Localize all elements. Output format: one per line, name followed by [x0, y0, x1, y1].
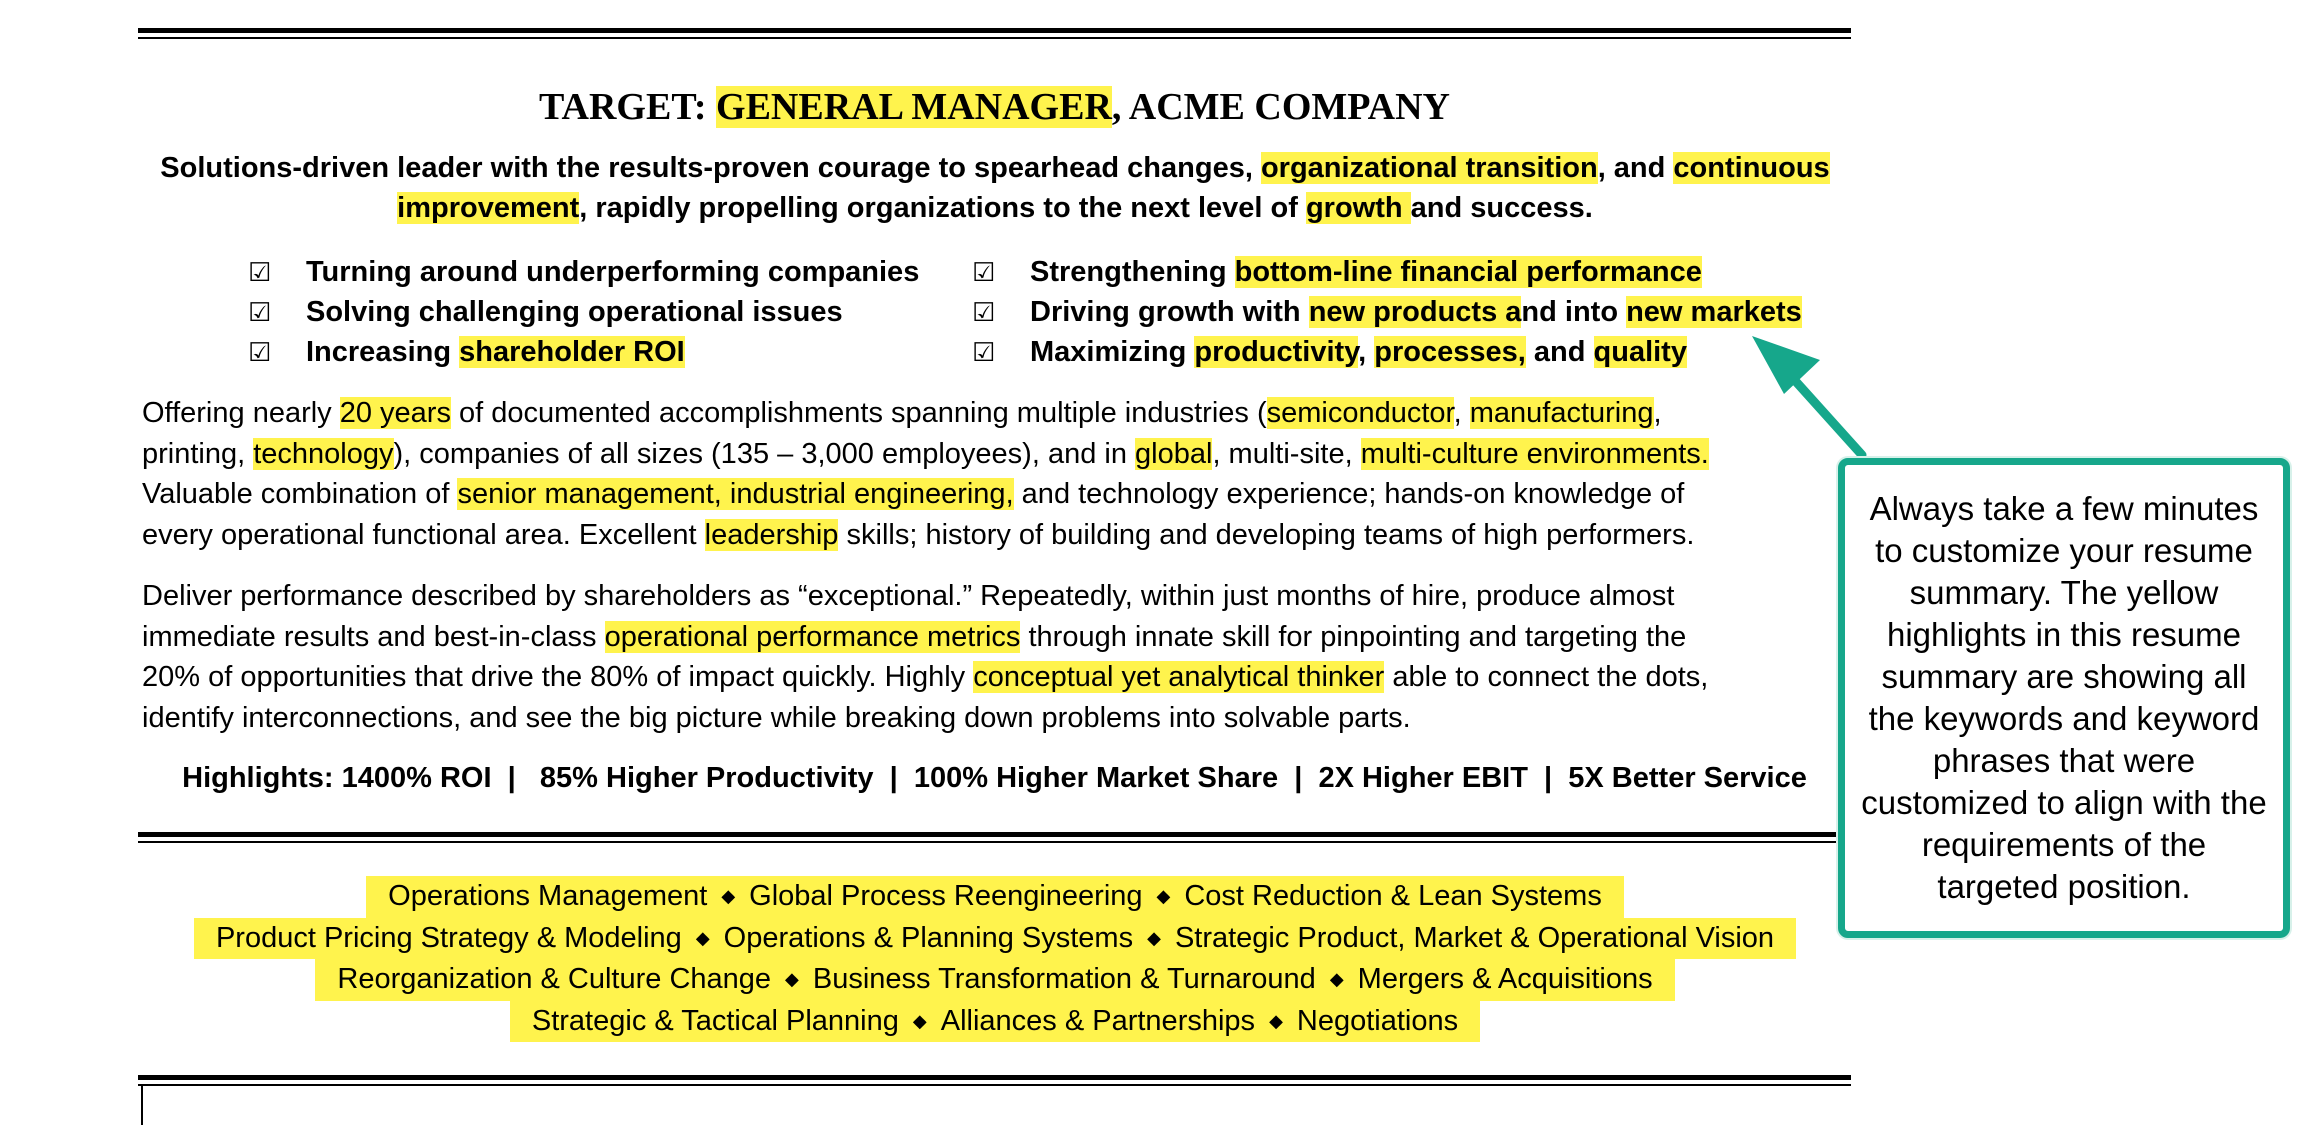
callout-text: Always take a few minutes to customize your resume summary. The yellow highlights in this resume summary are showing all the keywords and keyword phrases that were customized to align with the requirements of the targeted position.: [1861, 490, 2267, 905]
bullet-text: Increasing: [306, 336, 460, 368]
bullet-item: [248, 292, 919, 332]
paragraph-line: Deliver performance described by shareholders as “exceptional.” Repeatedly, within just months of hire, produce almost: [142, 580, 1675, 612]
top-double-rule: [138, 28, 1851, 33]
diamond-icon: ◆: [1269, 1010, 1283, 1032]
bullet-keyword: bottom-line financial performance: [1234, 256, 1702, 288]
bullet-item: ☑ Maximizing productivity, processes, and quality: [972, 332, 1802, 372]
bullet-text: Solving challenging operational issues: [306, 296, 843, 328]
diamond-icon: ◆: [1156, 886, 1171, 907]
tagline-text: Solutions-driven leader with the results-proven courage to spearhead changes,: [160, 152, 1261, 184]
bullet-keyword: new products a: [1308, 296, 1522, 328]
diamond-icon: ◆: [1329, 969, 1344, 990]
checkbox-icon: ☑: [248, 338, 272, 368]
resume-title: [138, 80, 1851, 134]
bullet-text: Strengthening: [1030, 256, 1235, 288]
diamond-icon: ◆: [1147, 927, 1161, 949]
competency-row: Product Pricing Strategy & Modeling ◆ Operations & Planning Systems ◆ Strategic Product, Market & Operational Vision: [125, 918, 1865, 960]
paragraph-line: every operational functional area. Excellent leadership skills; history of building and developing teams of high performers.: [142, 518, 1695, 551]
paragraph-line: Offering nearly 20 years of documented accomplishments spanning multiple industries (semiconductor, manufacturing,: [142, 397, 1662, 429]
highlights-line: Highlights: 1400% ROI | 85% Higher Productivity | 100% Higher Market Share | 2X Higher EBIT | 5X Better Service: [182, 762, 1807, 794]
tagline-text: and success.: [1410, 192, 1593, 224]
summary-paragraph-1: [142, 393, 1842, 555]
paragraph-line: printing, technology), companies of all sizes (135 – 3,000 employees), and in global, multi-site, multi-culture environments.: [142, 437, 1709, 470]
tagline-keyword: growth: [1305, 192, 1411, 224]
diamond-icon: ◆: [695, 927, 710, 949]
paragraph-line: Valuable combination of senior management, industrial engineering, and technology experience; hands-on knowledge of: [142, 478, 1685, 510]
checkbox-icon: ☑: [248, 298, 272, 328]
bullet-item: [248, 252, 919, 292]
paragraph-line: identify interconnections, and see the big picture while breaking down problems into solvable parts.: [142, 701, 1411, 734]
checkbox-icon: ☑: [972, 338, 996, 368]
callout-box: [1838, 458, 2290, 938]
tagline-text: , and: [1597, 152, 1674, 184]
bullet-keyword: shareholder ROI: [459, 336, 685, 368]
paragraph-line: 20% of opportunities that drive the 80% of impact quickly. Highly conceptual yet analytical thinker able to connect the dots,: [142, 661, 1709, 693]
bullet-list-left: [248, 252, 919, 372]
bullet-keyword: new markets: [1626, 296, 1802, 328]
checkbox-icon: ☑: [248, 258, 272, 288]
checkbox-icon: ☑: [972, 258, 996, 288]
diamond-icon: ◆: [912, 1010, 927, 1032]
core-competencies: [125, 876, 1865, 1042]
diamond-icon: ◆: [785, 969, 799, 990]
competency-row: Reorganization & Culture Change ◆ Business Transformation & Turnaround ◆ Mergers & Acquisitions: [125, 959, 1865, 1001]
tagline-text: , rapidly propelling organizations to the next level of: [579, 192, 1306, 224]
summary-tagline: [150, 148, 1840, 228]
bullet-item: [972, 252, 1802, 292]
title-suffix: , ACME COMPANY: [1111, 86, 1450, 128]
bullet-keyword: productivity: [1194, 336, 1359, 368]
tagline-keyword: organizational transition: [1260, 152, 1598, 184]
bullet-text: Driving growth with: [1030, 296, 1309, 328]
bullet-list-right: [972, 252, 1802, 372]
summary-paragraph-2: [142, 576, 1842, 738]
middle-double-rule: [138, 832, 1851, 837]
diamond-icon: ◆: [721, 886, 736, 907]
title-keyword: GENERAL MANAGER: [716, 86, 1112, 128]
bullet-keyword: processes,: [1374, 336, 1526, 368]
competency-row: Operations Management ◆ Global Process Reengineering ◆ Cost Reduction & Lean Systems: [125, 876, 1865, 918]
tagline-keyword: continuous improvement: [397, 152, 1830, 224]
bottom-double-rule: [138, 1075, 1851, 1080]
competency-row: Strategic & Tactical Planning ◆ Alliances & Partnerships ◆ Negotiations: [125, 1001, 1865, 1043]
page-margin-line: [141, 1085, 143, 1125]
paragraph-line: immediate results and best-in-class operational performance metrics through innate skill for pinpointing and targeting the: [142, 620, 1687, 653]
bullet-text: nd into: [1521, 296, 1627, 328]
bullet-text: and: [1525, 336, 1594, 368]
bullet-item: [972, 292, 1802, 332]
bullet-keyword: quality: [1593, 336, 1687, 368]
bullet-text: Maximizing: [1030, 336, 1195, 368]
bullet-item: [248, 332, 919, 372]
checkbox-icon: ☑: [972, 298, 996, 328]
bullet-text: Turning around underperforming companies: [306, 256, 920, 288]
title-prefix: TARGET:: [539, 86, 717, 128]
